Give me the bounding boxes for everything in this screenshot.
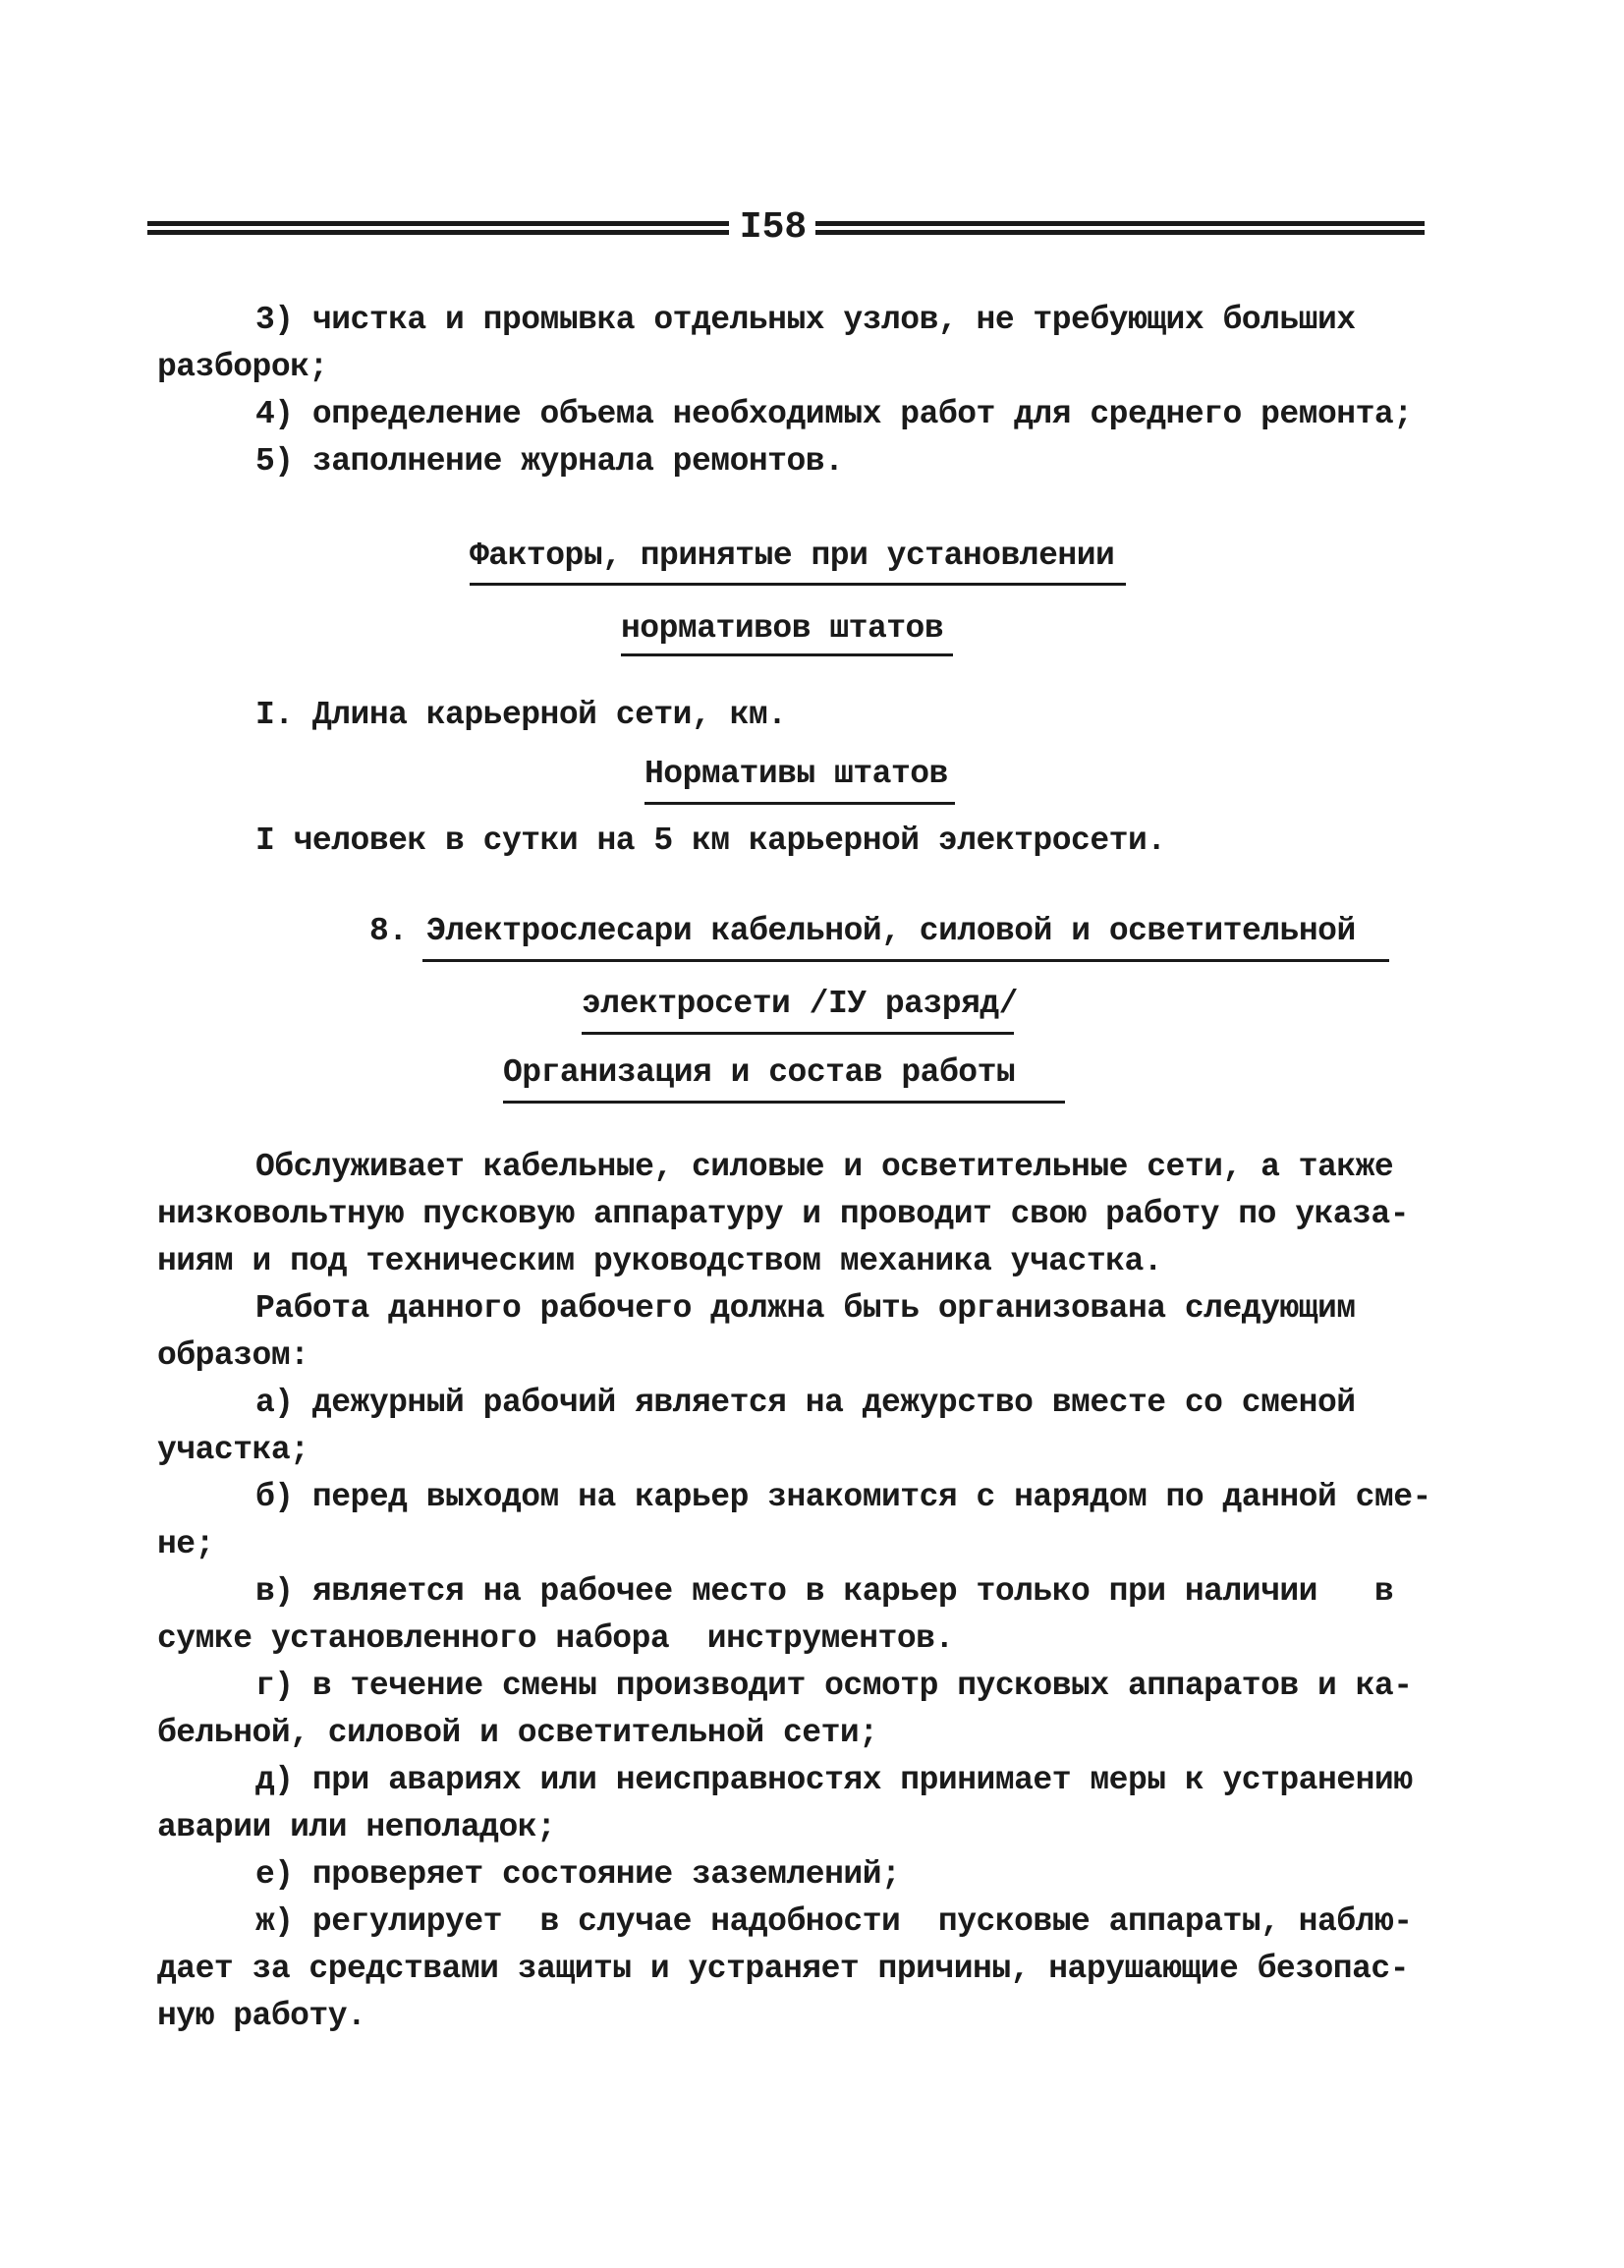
list-item-5: 5) заполнение журнала ремонтов. <box>255 443 844 480</box>
item-v-line-1: в) является на рабочее место в карьер только при наличии в <box>255 1573 1394 1610</box>
item-d-line-2: аварии или неполадок; <box>157 1809 556 1845</box>
item-zh-line-2: дает за средствами защиты и устраняет причины, нарушающие безопас- <box>157 1951 1410 1987</box>
item-g-line-2: бельной, силовой и осветительной сети; <box>157 1715 878 1751</box>
paragraph-1-line-2: низковольтную пусковую аппаратуру и проводит свою работу по указа- <box>157 1196 1410 1232</box>
paragraph-2-line-2: образом: <box>157 1337 309 1374</box>
list-item-4: 4) определение объема необходимых работ для среднего ремонта; <box>255 396 1413 432</box>
item-zh-line-1: ж) регулирует в случае надобности пусковые аппараты, наблю- <box>255 1903 1413 1940</box>
factor-item: I. Длина карьерной сети, км. <box>255 697 787 733</box>
header-rule-right <box>815 221 1425 235</box>
organization-heading: Организация и состав работы <box>503 1054 1016 1091</box>
item-a-line-1: а) дежурный рабочий является на дежурство вместе со сменой <box>255 1385 1356 1421</box>
factors-heading-line-2: нормативов штатов <box>621 610 944 647</box>
paragraph-1-line-3: ниям и под техническим руководством механика участка. <box>157 1243 1163 1279</box>
item-b-line-2: не; <box>157 1526 214 1562</box>
section-8-heading-underline-2 <box>582 1032 1014 1035</box>
norms-text: I человек в сутки на 5 км карьерной электросети. <box>255 822 1166 859</box>
factors-heading-underline-1 <box>470 583 1126 586</box>
item-zh-line-3: ную работу. <box>157 1998 366 2034</box>
page-number: I58 <box>739 206 808 249</box>
item-v-line-2: сумке установленного набора инструментов. <box>157 1620 954 1657</box>
item-g-line-1: г) в течение смены производит осмотр пусковых аппаратов и ка- <box>255 1668 1413 1704</box>
item-d-line-1: д) при авариях или неисправностях принимает меры к устранению <box>255 1762 1413 1798</box>
page-header <box>147 204 1425 254</box>
section-8-heading-line-2: электросети /IУ разряд/ <box>582 986 1018 1022</box>
list-item-3-line-2: разборок; <box>157 349 328 385</box>
paragraph-1-line-1: Обслуживает кабельные, силовые и осветительные сети, а также <box>255 1149 1394 1185</box>
item-e-line-1: е) проверяет состояние заземлений; <box>255 1856 901 1893</box>
paragraph-2-line-1: Работа данного рабочего должна быть организована следующим <box>255 1290 1356 1327</box>
norms-heading: Нормативы штатов <box>644 756 948 792</box>
section-8-heading-underline-1 <box>422 959 1389 962</box>
factors-heading-underline-2 <box>621 653 953 656</box>
norms-heading-underline <box>644 802 955 805</box>
item-b-line-1: б) перед выходом на карьер знакомится с нарядом по данной сме- <box>255 1479 1431 1515</box>
section-8-heading-line-1: 8. Электрослесари кабельной, силовой и осветительной <box>369 913 1356 949</box>
factors-heading-line-1: Факторы, принятые при установлении <box>470 538 1115 574</box>
item-a-line-2: участка; <box>157 1432 309 1468</box>
list-item-3-line-1: 3) чистка и промывка отдельных узлов, не требующих больших <box>255 302 1356 338</box>
organization-heading-underline <box>503 1101 1065 1104</box>
header-rule-left <box>147 221 729 235</box>
